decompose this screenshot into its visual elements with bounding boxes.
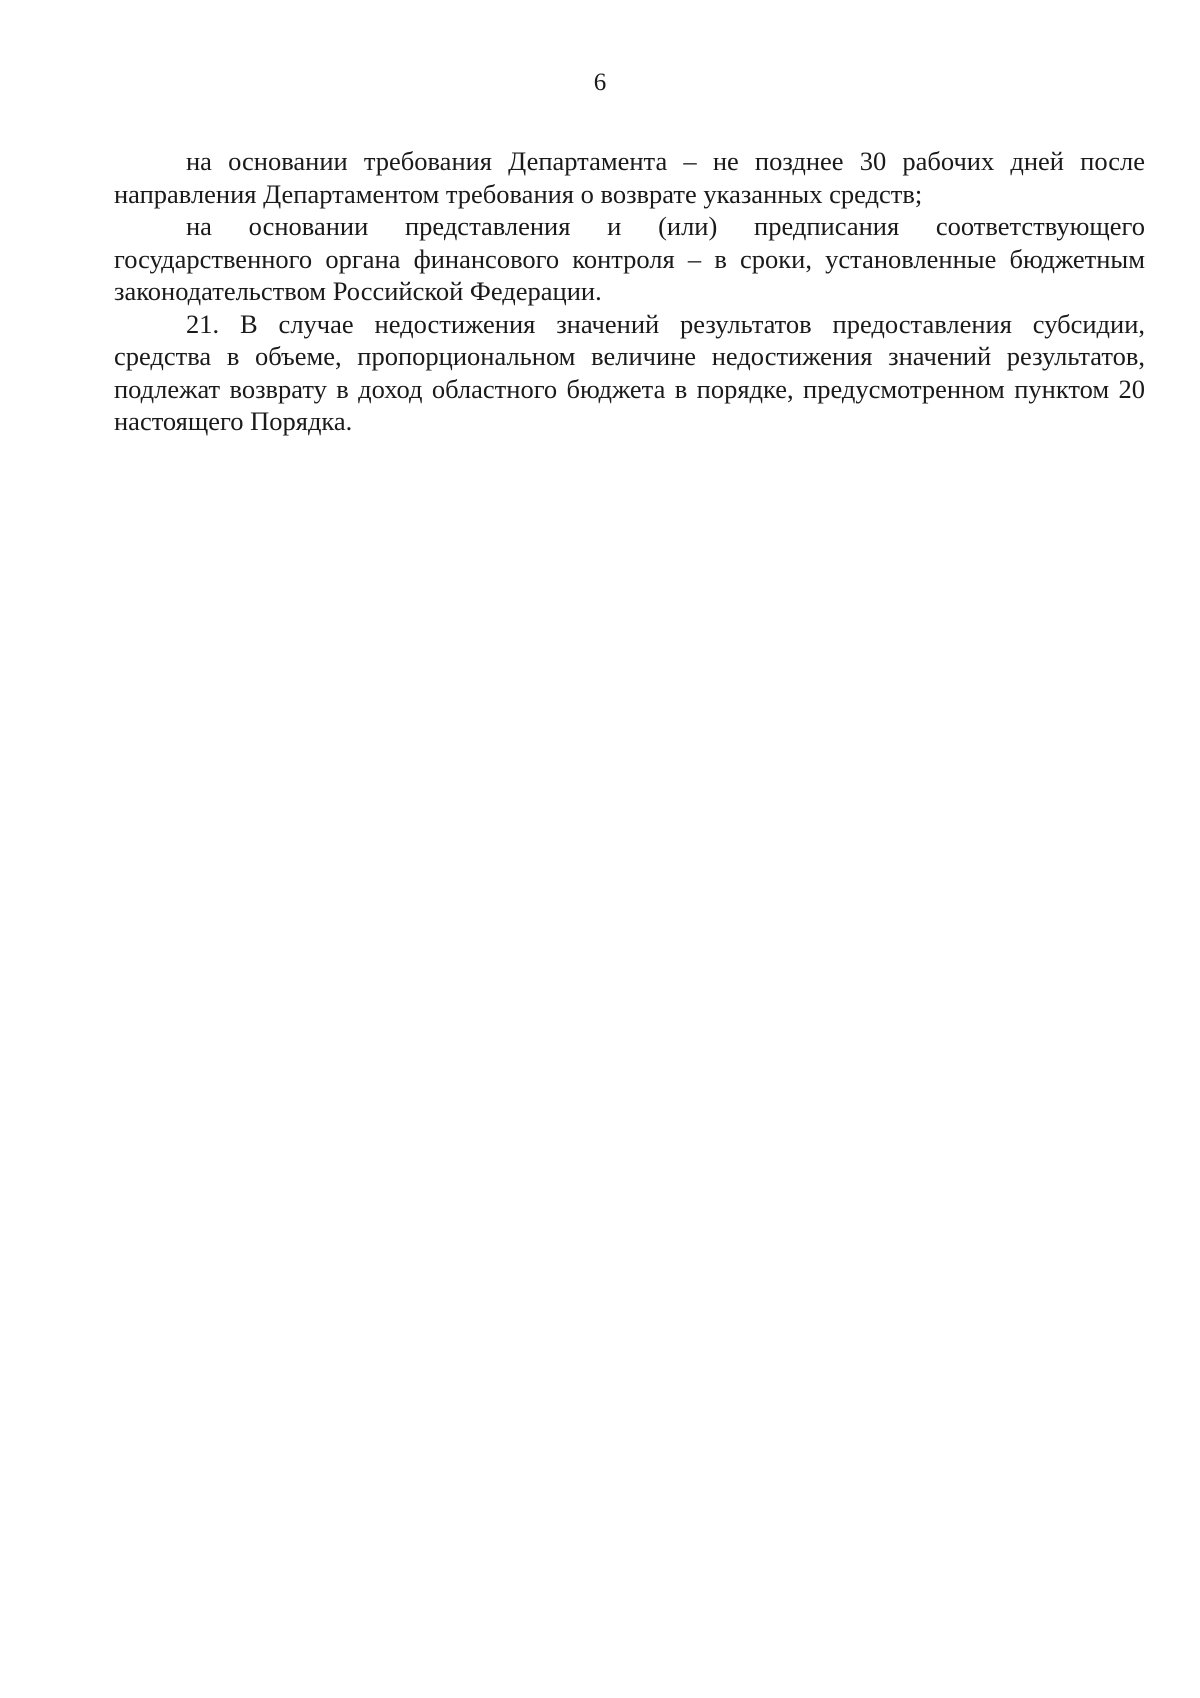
page-number: 6 [593,69,607,96]
document-body [114,145,1145,438]
paragraph-financial-control: на основании представления и (или) предписания соответствующего государственного органа финансового контроля – в сроки, установленные бюджетным законодательством Российской Федерации. [114,211,1145,306]
paragraph-clause-21: 21. В случае недостижения значений результатов предоставления субсидии, средства в объеме, пропорциональном величине недостижения значений результатов, подлежат возврату в доход областного бюджета в порядке, предусмотренном пунктом 20 настоящего Порядка. [114,308,1145,436]
paragraph-department-demand: на основании требования Департамента – не позднее 30 рабочих дней после направления Департаментом требования о возврате указанных средств; [114,146,1145,209]
